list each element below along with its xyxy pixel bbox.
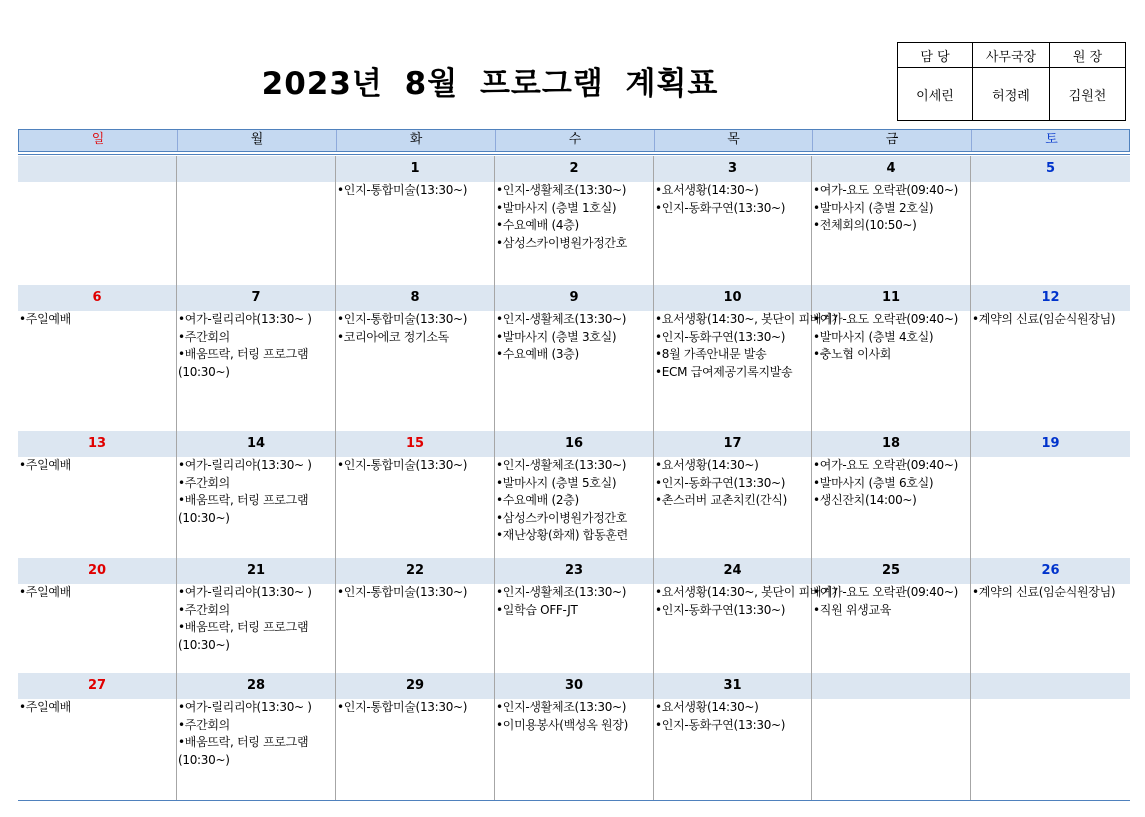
day-cell xyxy=(812,156,971,285)
day-number: 4 xyxy=(812,156,970,182)
event-list xyxy=(495,311,653,364)
event-item: •계약의 신료(임순식원장님) xyxy=(972,585,1116,599)
day-cell xyxy=(495,673,654,800)
event-item: •요서생황(14:30~) xyxy=(655,458,759,472)
event-list xyxy=(336,457,494,475)
event-item: •여가-릴리리야(13:30~ ) xyxy=(178,458,312,472)
event-list xyxy=(654,182,811,217)
approval-role: 원 장 xyxy=(1050,43,1126,68)
day-cell xyxy=(177,558,336,673)
week-row xyxy=(18,156,1130,285)
event-item: •수요예배 (2층) xyxy=(496,493,579,507)
day-number: 22 xyxy=(336,558,494,584)
day-number: 26 xyxy=(971,558,1130,584)
day-cell xyxy=(654,285,837,431)
day-cell xyxy=(18,285,177,431)
weekday-fri: 금 xyxy=(813,130,972,151)
event-list xyxy=(495,584,653,619)
day-number xyxy=(971,673,1130,699)
day-cell xyxy=(812,431,971,558)
day-cell xyxy=(336,431,495,558)
event-list xyxy=(971,311,1130,329)
day-cell xyxy=(654,156,812,285)
event-item: •ECM 급여제공기록지발송 xyxy=(655,364,793,379)
event-item: •계약의 신료(임순식원장님) xyxy=(972,312,1116,326)
day-cell xyxy=(495,558,654,673)
day-cell xyxy=(336,558,495,673)
event-list xyxy=(971,584,1130,602)
day-number: 8 xyxy=(336,285,494,311)
day-number: 3 xyxy=(654,156,811,182)
event-item: •발마사지 (층별 2호실) xyxy=(813,200,934,215)
event-item: (10:30~) xyxy=(178,510,230,525)
event-list xyxy=(177,584,335,654)
day-cell xyxy=(177,673,336,800)
day-number: 7 xyxy=(177,285,335,311)
event-list xyxy=(18,584,176,602)
approval-role: 담 당 xyxy=(898,43,973,68)
event-item: •요서생황(14:30~, 봇단이 피배기) xyxy=(655,312,837,326)
event-list xyxy=(336,311,494,346)
day-cell xyxy=(971,285,1130,431)
day-number: 1 xyxy=(336,156,494,182)
weekday-mon: 월 xyxy=(178,130,337,151)
day-cell xyxy=(336,673,495,800)
event-item: (10:30~) xyxy=(178,752,230,767)
event-item: •여가-요도 오락관(09:40~) xyxy=(813,312,958,326)
day-number: 17 xyxy=(654,431,811,457)
event-item: •배움뜨락, 터링 프로그램 xyxy=(178,735,309,749)
approval-table xyxy=(897,42,1126,121)
day-cell xyxy=(177,285,336,431)
event-item: •촌스러버 교촌치킨(간식) xyxy=(655,493,787,507)
event-list xyxy=(495,182,653,252)
weekday-sun: 일 xyxy=(19,130,178,151)
event-list xyxy=(177,311,335,381)
event-list xyxy=(177,699,335,769)
event-list xyxy=(336,584,494,602)
day-cell xyxy=(971,156,1130,285)
week-row xyxy=(18,431,1130,558)
bottom-divider xyxy=(18,800,1130,801)
event-item: •배움뜨락, 터링 프로그램 xyxy=(178,620,309,634)
day-number: 23 xyxy=(495,558,653,584)
event-item: •발마사지 (층별 5호실) xyxy=(496,475,617,490)
event-list xyxy=(812,584,970,619)
event-list xyxy=(495,699,653,734)
day-number: 12 xyxy=(971,285,1130,311)
weekday-tue: 화 xyxy=(337,130,496,151)
week-row xyxy=(18,558,1130,673)
day-number: 28 xyxy=(177,673,335,699)
event-list xyxy=(336,699,494,717)
event-item: (10:30~) xyxy=(178,637,230,652)
event-item: •인지-생활체조(13:30~) xyxy=(496,700,627,714)
day-number: 2 xyxy=(495,156,653,182)
event-item: •이미용봉사(백성옥 원장) xyxy=(496,717,628,732)
event-item: •발마사지 (층별 4호실) xyxy=(813,329,934,344)
day-number xyxy=(812,673,970,699)
weekday-wed: 수 xyxy=(496,130,655,151)
event-item: •배움뜨락, 터링 프로그램 xyxy=(178,347,309,361)
day-cell xyxy=(18,673,177,800)
event-item: •8월 가족안내문 발송 xyxy=(655,347,767,361)
event-item: •주일예배 xyxy=(19,700,71,714)
day-cell xyxy=(177,156,336,285)
weekday-thu: 목 xyxy=(655,130,813,151)
day-cell xyxy=(18,156,177,285)
event-item: •인지-생활체조(13:30~) xyxy=(496,458,627,472)
event-item: •인지-생활체조(13:30~) xyxy=(496,585,627,599)
event-list xyxy=(18,699,176,717)
event-item: •여가-요도 오락관(09:40~) xyxy=(813,183,958,197)
event-item: •일학습 OFF-JT xyxy=(496,602,578,617)
day-number: 18 xyxy=(812,431,970,457)
day-number: 10 xyxy=(654,285,811,311)
event-item: •주일예배 xyxy=(19,458,71,472)
day-cell xyxy=(495,156,654,285)
event-item: •인지-생활체조(13:30~) xyxy=(496,312,627,326)
day-cell xyxy=(971,673,1130,800)
event-list xyxy=(812,457,970,510)
day-cell xyxy=(971,558,1130,673)
event-list xyxy=(654,457,811,510)
event-list xyxy=(812,311,970,364)
day-cell xyxy=(336,285,495,431)
event-item: •요서생황(14:30~) xyxy=(655,700,759,714)
day-number: 13 xyxy=(18,431,176,457)
week-row xyxy=(18,285,1130,431)
event-item: •여가-요도 오락관(09:40~) xyxy=(813,458,958,472)
event-item: •주간회의 xyxy=(178,329,230,344)
event-item: •요서생황(14:30~, 봇단이 피배기) xyxy=(655,585,837,599)
day-cell xyxy=(18,431,177,558)
event-item: •여가-릴리리야(13:30~ ) xyxy=(178,312,312,326)
event-item: •인지-동화구연(13:30~) xyxy=(655,200,786,215)
event-item: •주간회의 xyxy=(178,717,230,732)
event-item: •충노협 이사회 xyxy=(813,347,892,361)
day-cell xyxy=(654,431,812,558)
event-item: (10:30~) xyxy=(178,364,230,379)
event-item: •삼성스카이병원가정간호 xyxy=(496,510,627,525)
event-item: •인지-동화구연(13:30~) xyxy=(655,329,786,344)
page-title: 2023년 8월 프로그램 계획표 xyxy=(261,66,719,102)
event-item: •수요예배 (3층) xyxy=(496,347,579,361)
day-cell xyxy=(654,673,812,800)
event-list xyxy=(654,311,837,381)
event-item: •수요예배 (4층) xyxy=(496,218,579,232)
event-item: •주간회의 xyxy=(178,602,230,617)
header-divider xyxy=(18,154,1130,155)
event-item: •주일예배 xyxy=(19,585,71,599)
event-item: •인지-통합미술(13:30~) xyxy=(337,312,468,326)
day-number: 21 xyxy=(177,558,335,584)
event-item: •인지-통합미술(13:30~) xyxy=(337,700,468,714)
day-number: 15 xyxy=(336,431,494,457)
event-item: •삼성스카이병원가정간호 xyxy=(496,235,627,250)
event-item: •발마사지 (층별 6호실) xyxy=(813,475,934,490)
day-cell xyxy=(971,431,1130,558)
day-number xyxy=(18,156,176,182)
event-item: •직원 위생교육 xyxy=(813,602,892,617)
day-cell xyxy=(812,558,971,673)
event-item: •인지-통합미술(13:30~) xyxy=(337,183,468,197)
day-cell xyxy=(654,558,837,673)
day-cell xyxy=(812,285,971,431)
day-number: 24 xyxy=(654,558,811,584)
event-list xyxy=(177,457,335,527)
approval-name: 김원천 xyxy=(1050,68,1126,121)
day-number: 5 xyxy=(971,156,1130,182)
event-item: •인지-동화구연(13:30~) xyxy=(655,602,786,617)
event-item: •전체회의(10:50~) xyxy=(813,218,917,232)
approval-role: 사무국장 xyxy=(973,43,1050,68)
day-cell xyxy=(177,431,336,558)
day-number: 27 xyxy=(18,673,176,699)
event-item: •재난상황(화재) 합동훈련 xyxy=(496,528,628,542)
day-number: 19 xyxy=(971,431,1130,457)
day-number xyxy=(177,156,335,182)
event-item: •주간회의 xyxy=(178,475,230,490)
day-number: 31 xyxy=(654,673,811,699)
approval-name: 이세린 xyxy=(898,68,973,121)
event-list xyxy=(336,182,494,200)
event-item: •코리아에코 정기소독 xyxy=(337,329,449,344)
day-number: 30 xyxy=(495,673,653,699)
week-row xyxy=(18,673,1130,800)
weekday-header xyxy=(18,129,1130,152)
day-cell xyxy=(495,431,654,558)
event-item: •생신잔치(14:00~) xyxy=(813,493,917,507)
day-number: 6 xyxy=(18,285,176,311)
day-number: 29 xyxy=(336,673,494,699)
approval-name: 허정례 xyxy=(973,68,1050,121)
event-item: •여가-요도 오락관(09:40~) xyxy=(813,585,958,599)
event-item: •인지-동화구연(13:30~) xyxy=(655,475,786,490)
event-list xyxy=(18,457,176,475)
event-item: •인지-생활체조(13:30~) xyxy=(496,183,627,197)
event-item: •배움뜨락, 터링 프로그램 xyxy=(178,493,309,507)
weekday-sat: 토 xyxy=(1045,132,1058,147)
day-cell xyxy=(812,673,971,800)
event-list xyxy=(654,584,837,619)
day-cell xyxy=(336,156,495,285)
day-number: 14 xyxy=(177,431,335,457)
event-list xyxy=(495,457,653,545)
calendar-grid xyxy=(18,129,1130,802)
event-item: •발마사지 (층별 1호실) xyxy=(496,200,617,215)
event-item: •주일예배 xyxy=(19,312,71,326)
day-cell xyxy=(18,558,177,673)
event-item: •인지-통합미술(13:30~) xyxy=(337,585,468,599)
day-number: 16 xyxy=(495,431,653,457)
event-list xyxy=(812,182,970,235)
day-number: 20 xyxy=(18,558,176,584)
event-item: •여가-릴리리야(13:30~ ) xyxy=(178,700,312,714)
event-item: •요서생황(14:30~) xyxy=(655,183,759,197)
day-number: 11 xyxy=(812,285,970,311)
day-number: 9 xyxy=(495,285,653,311)
event-list xyxy=(654,699,811,734)
day-cell xyxy=(495,285,654,431)
day-number: 25 xyxy=(812,558,970,584)
event-item: •인지-동화구연(13:30~) xyxy=(655,717,786,732)
event-item: •여가-릴리리야(13:30~ ) xyxy=(178,585,312,599)
event-list xyxy=(18,311,176,329)
event-item: •인지-통합미술(13:30~) xyxy=(337,458,468,472)
event-item: •발마사지 (층별 3호실) xyxy=(496,329,617,344)
